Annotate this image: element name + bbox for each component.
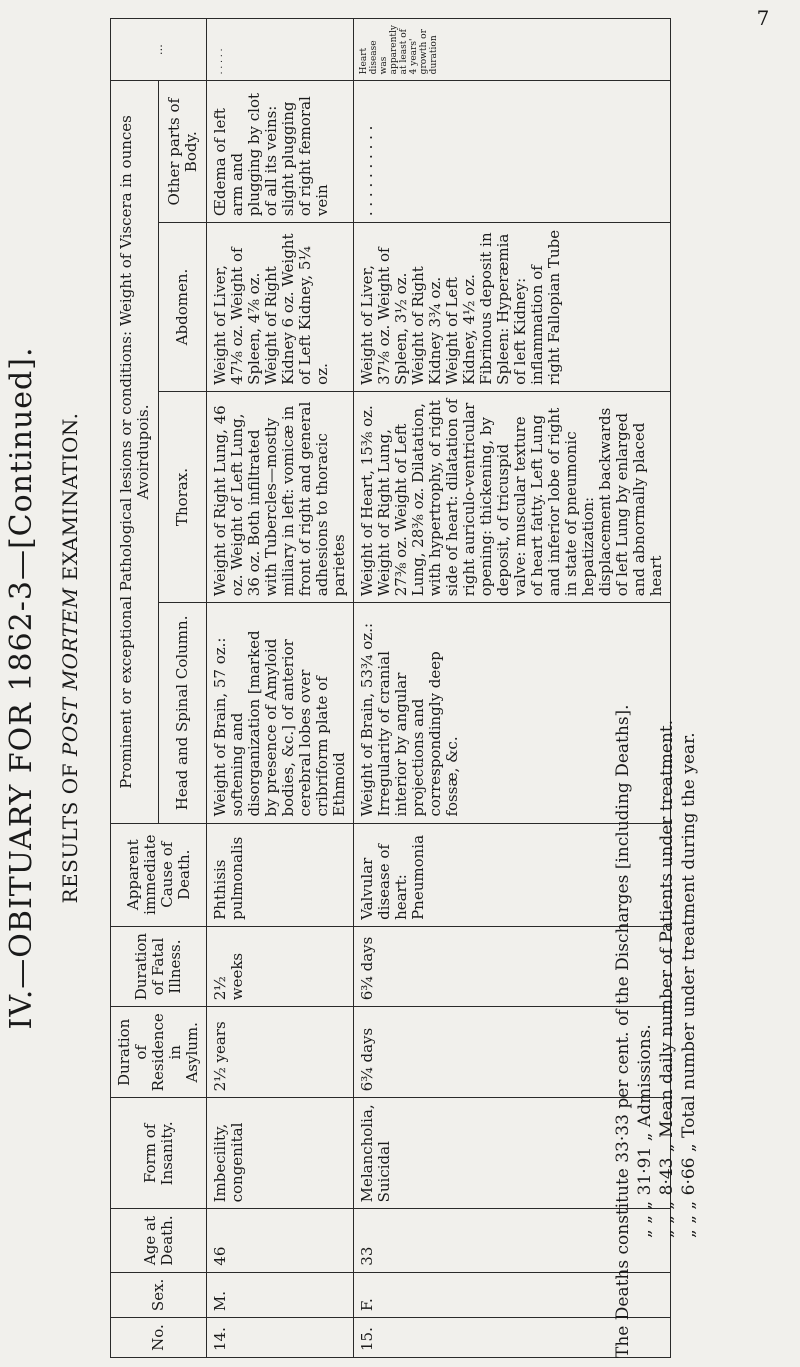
col-sex-header: Sex. [111,1272,207,1317]
col-age-header: Age at Death. [111,1209,207,1272]
col-cause-header: Apparent immediate Cause of Death. [111,823,207,926]
cell-abdomen: Weight of Liver, 37⅛ oz. Weight of Spleen, 3½ oz. Weight of Right Kidney 3¾ oz. Weight of Left Kidney, 4½ oz. Fibrinous deposit in Spleen: Hyperæmia of left Kidney: inflammation of right Fallopian Tube [354,223,671,392]
cell-thorax: Weight of Heart, 15⅜ oz. Weight of Right Lung, 27⅜ oz. Weight of Left Lung, 28⅜ oz. Dilatation, with hypertrophy, of right side of heart: dilatation of right auriculo-ventricular opening: thickening, by deposit, of tricuspid valve: muscular texture of heart fatty. Left Lung and inferior lobe of right in state of pneumonic hepatization: displacement backwards of left Lung by enlarged and abnormally placed heart [354,391,671,602]
cell-abdomen: Weight of Liver, 47⅛ oz. Weight of Spleen, 4⅞ oz. Weight of Right Kidney 6 oz. Weight of Left Kidney, 5¼ oz. [207,223,354,392]
table-row [207,19,354,1358]
col-thorax-header: Thorax. [159,391,207,602]
results-title-italic: POST MORTEM [58,587,82,757]
obituary-sheet [0,18,780,1358]
col-form-header: Form of Insanity. [111,1098,207,1209]
cell-illness: 6¾ days [354,926,671,1006]
cell-remarks: Heart disease was apparently at least of 4 years' growth or duration [354,19,671,81]
col-no-header: No. [111,1318,207,1358]
col-residence-header: Duration of Residence in Asylum. [111,1007,207,1098]
cell-age: 46 [207,1209,354,1272]
cell-sex: F. [354,1272,671,1317]
results-heading [58,18,82,1298]
footer-line: The Deaths constitute 33·33 per cent. of the Discharges [including Deaths]. [613,704,633,1358]
col-remarks-header: … [111,19,207,81]
footer-line: „ „ „ 6·66 „ Total number under treatment during the year. [679,732,699,1238]
col-abdomen-header: Abdomen. [159,223,207,392]
results-subtitle: Prominent or exceptional Pathological lesions or conditions: Weight of Viscera in ounces Avoirdupois. [111,81,159,823]
obituary-table [110,18,671,1358]
rotated-page [0,18,780,1358]
results-title-a: RESULTS OF [58,756,82,904]
cell-head: Weight of Brain, 53¾ oz.: Irregularity of cranial interior by angular projections and correspondingly deep fossæ, &c. [354,603,671,823]
col-illness-header: Duration of Fatal Illness. [111,926,207,1006]
cell-no: 14. [207,1318,354,1358]
cell-sex: M. [207,1272,354,1317]
footer-line: „ „ „ 31·91 „ Admissions. [635,1024,655,1238]
cell-other: . . . . . . . . . . [354,81,671,223]
results-title-b: EXAMINATION. [58,412,82,588]
cell-other: Œdema of left arm and plugging by clot of all its veins: slight plugging of right femoral vein [207,81,354,223]
cell-illness: 2½ weeks [207,926,354,1006]
cell-thorax: Weight of Right Lung, 46 oz. Weight of Left Lung, 36 oz. Both infiltrated with Tubercles—mostly miliary in left: vomicæ in front of right and general adhesions to thoracic parietes [207,391,354,602]
header-row-1 [111,19,159,1358]
cell-head: Weight of Brain, 57 oz.: softening and disorganization [marked by presence of Amyloid bodies, &c.] of anterior cerebral lobes over cribriform plate of Ethmoid [207,603,354,823]
cell-remarks: . . . . . [207,19,354,81]
cell-residence: 2½ years [207,1007,354,1098]
cell-no: 15. [354,1318,671,1358]
cell-form: Imbecility, congenital [207,1098,354,1209]
cell-age: 33 [354,1209,671,1272]
footer-line: „ „ „ 8·43 „ Mean daily number of Patients under treatment. [657,719,677,1238]
cell-form: Melancholia, Suicidal [354,1098,671,1209]
page-number: 7 [756,6,770,30]
cell-cause: Valvular disease of heart: Pneumonia [354,823,671,926]
page-title: IV.—OBITUARY FOR 1862-3—[Continued]. [4,346,39,1030]
col-head-header: Head and Spinal Column. [159,603,207,823]
cell-cause: Phthisis pulmonalis [207,823,354,926]
cell-residence: 6¾ days [354,1007,671,1098]
col-other-header: Other parts of Body. [159,81,207,223]
